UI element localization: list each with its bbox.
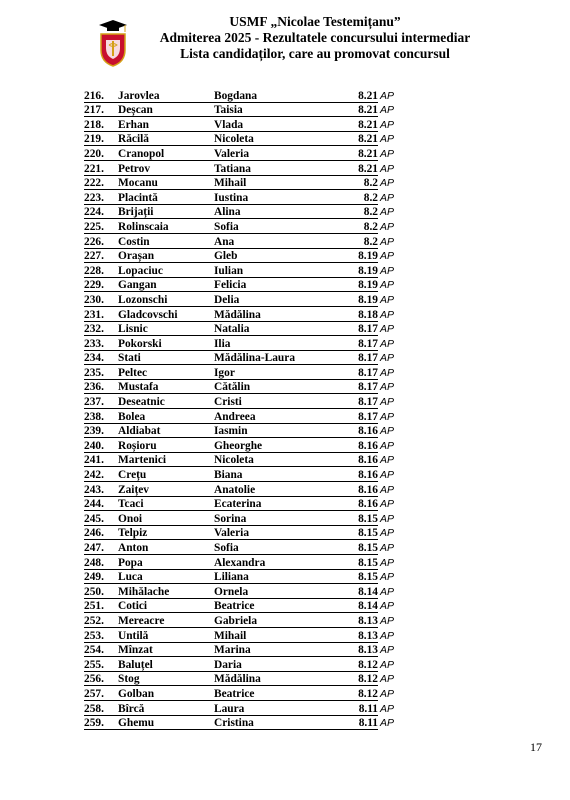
last-name: Untilă: [118, 629, 149, 642]
status: AP: [380, 133, 395, 146]
table-row: [84, 453, 394, 468]
table-row: [84, 599, 394, 614]
results-table: [84, 88, 394, 730]
score: 8.15: [358, 556, 378, 569]
table-row: [84, 686, 394, 701]
last-name: Gangan: [118, 279, 157, 292]
score: 8.2: [363, 235, 378, 248]
first-name: Cristina: [214, 717, 254, 730]
table-row: [84, 219, 394, 234]
score: 8.17: [358, 396, 378, 409]
score: 8.2: [363, 206, 378, 219]
status: AP: [380, 410, 395, 423]
status: AP: [380, 498, 395, 511]
page-number: 17: [530, 740, 542, 754]
score: 8.2: [363, 191, 378, 204]
table-row: [84, 438, 394, 453]
last-name: Luca: [118, 571, 143, 584]
row-number: 255.: [84, 658, 104, 671]
last-name: Golban: [118, 687, 155, 700]
table-row: [84, 555, 394, 570]
first-name: Biana: [214, 469, 243, 482]
row-divider: [84, 729, 378, 730]
status: AP: [380, 542, 395, 554]
table-row: [84, 205, 394, 220]
row-number: 229.: [84, 279, 104, 292]
row-number: 235.: [84, 366, 104, 379]
row-number: 219.: [84, 133, 104, 146]
score: 8.16: [358, 469, 378, 482]
last-name: Costin: [118, 235, 150, 248]
first-name: Ana: [214, 235, 235, 248]
table-row: [84, 613, 394, 628]
table-row: [84, 307, 394, 322]
list-title: Lista candidaților, care au promovat concursul: [180, 46, 450, 61]
score: 8.18: [358, 308, 378, 321]
status: AP: [380, 483, 395, 496]
last-name: Peltec: [118, 366, 148, 379]
last-name: Petrov: [118, 162, 151, 175]
table-row: [84, 497, 394, 512]
table-row: [84, 716, 394, 731]
last-name: Anton: [118, 542, 149, 554]
status: AP: [380, 293, 395, 306]
row-number: 231.: [84, 308, 104, 321]
last-name: Gladcovschi: [118, 308, 178, 321]
first-name: Iulian: [214, 264, 244, 277]
first-name: Alina: [214, 206, 241, 219]
table-row: [84, 511, 394, 526]
status: AP: [380, 439, 395, 452]
status: AP: [380, 571, 395, 584]
row-number: 246.: [84, 527, 104, 540]
first-name: Anatolie: [214, 483, 256, 496]
table-row: [84, 380, 394, 395]
first-name: Gheorghe: [214, 439, 263, 452]
last-name: Jarovlea: [118, 89, 160, 102]
score: 8.21: [358, 89, 378, 102]
table-row: [84, 351, 394, 366]
first-name: Laura: [214, 702, 245, 715]
score: 8.15: [358, 527, 378, 540]
status: AP: [380, 687, 395, 700]
table-row: [84, 628, 394, 643]
last-name: Orașan: [118, 250, 155, 263]
first-name: Delia: [214, 293, 240, 306]
first-name: Iustina: [214, 191, 249, 204]
row-number: 258.: [84, 702, 104, 715]
first-name: Gabriela: [214, 614, 258, 627]
status: AP: [380, 381, 395, 394]
table-row: [84, 570, 394, 585]
status: AP: [380, 585, 395, 598]
score: 8.12: [358, 673, 378, 686]
row-number: 217.: [84, 104, 104, 117]
row-number: 220.: [84, 147, 104, 160]
score: 8.17: [358, 323, 378, 336]
row-number: 256.: [84, 673, 104, 686]
row-number: 257.: [84, 687, 104, 700]
score: 8.17: [358, 352, 378, 365]
status: AP: [380, 396, 395, 409]
score: 8.21: [358, 133, 378, 146]
status: AP: [380, 512, 395, 525]
score: 8.14: [358, 600, 378, 613]
last-name: Lisnic: [118, 323, 148, 336]
status: AP: [380, 702, 395, 715]
last-name: Telpiz: [118, 527, 148, 540]
table-row: [84, 263, 394, 278]
last-name: Popa: [118, 556, 143, 569]
score: 8.14: [358, 585, 378, 598]
table-row: [84, 643, 394, 658]
score: 8.17: [358, 381, 378, 394]
score: 8.16: [358, 425, 378, 438]
row-number: 239.: [84, 425, 104, 438]
table-row: [84, 584, 394, 599]
last-name: Stog: [118, 673, 140, 686]
row-number: 234.: [84, 352, 104, 365]
first-name: Sofia: [214, 542, 239, 554]
table-row: [84, 424, 394, 439]
first-name: Alexandra: [214, 556, 266, 569]
last-name: Aldiabat: [118, 425, 161, 438]
row-number: 230.: [84, 293, 104, 306]
score: 8.12: [358, 658, 378, 671]
row-number: 252.: [84, 614, 104, 627]
row-number: 223.: [84, 191, 104, 204]
status: AP: [380, 279, 395, 292]
row-number: 247.: [84, 542, 104, 554]
score: 8.19: [358, 293, 378, 306]
status: AP: [380, 162, 395, 175]
first-name: Beatrice: [214, 687, 255, 700]
status: AP: [380, 323, 395, 336]
score: 8.13: [358, 644, 378, 657]
status: AP: [380, 673, 395, 686]
status: AP: [380, 250, 395, 263]
table-row: [84, 88, 394, 103]
table-row: [84, 540, 394, 555]
last-name: Zaițev: [118, 483, 150, 496]
table-row: [84, 117, 394, 132]
status: AP: [380, 425, 395, 438]
status: AP: [380, 454, 395, 467]
last-name: Mînzat: [118, 644, 153, 657]
last-name: Erhan: [118, 118, 150, 131]
first-name: Gleb: [214, 250, 238, 263]
table-row: [84, 161, 394, 176]
first-name: Sofia: [214, 220, 239, 233]
score: 8.13: [358, 629, 378, 642]
row-number: 244.: [84, 498, 104, 511]
last-name: Stati: [118, 352, 141, 365]
first-name: Vlada: [214, 118, 244, 131]
score: 8.12: [358, 687, 378, 700]
table-row: [84, 190, 394, 205]
row-number: 225.: [84, 220, 104, 233]
status: AP: [380, 469, 395, 482]
table-row: [84, 146, 394, 161]
status: AP: [380, 527, 395, 540]
score: 8.21: [358, 104, 378, 117]
last-name: Răcilă: [118, 133, 150, 146]
first-name: Marina: [214, 644, 251, 657]
last-name: Cranopol: [118, 147, 165, 160]
first-name: Ornela: [214, 585, 249, 598]
score: 8.16: [358, 483, 378, 496]
first-name: Cristi: [214, 396, 242, 409]
status: AP: [380, 352, 395, 365]
last-name: Rolinscaia: [118, 220, 169, 233]
table-row: [84, 249, 394, 264]
first-name: Mădălina: [214, 673, 261, 686]
status: AP: [380, 220, 395, 233]
table-row: [84, 292, 394, 307]
status: AP: [380, 264, 395, 277]
row-number: 254.: [84, 644, 104, 657]
row-number: 238.: [84, 410, 104, 423]
last-name: Roșioru: [118, 439, 157, 452]
status: AP: [380, 614, 395, 627]
table-row: [84, 278, 394, 293]
first-name: Daria: [214, 658, 242, 671]
university-crest-icon: [96, 18, 130, 68]
score: 8.21: [358, 118, 378, 131]
row-number: 227.: [84, 250, 104, 263]
score: 8.2: [363, 177, 378, 190]
row-number: 226.: [84, 235, 104, 248]
status: AP: [380, 206, 395, 219]
score: 8.15: [358, 542, 378, 554]
first-name: Nicoleta: [214, 454, 254, 467]
institution-title: USMF „Nicolae Testemițanu”: [229, 14, 401, 29]
status: AP: [380, 556, 395, 569]
status: AP: [380, 104, 395, 117]
table-row: [84, 409, 394, 424]
last-name: Tcaci: [118, 498, 144, 511]
score: 8.19: [358, 264, 378, 277]
last-name: Deșcan: [118, 104, 153, 117]
row-number: 241.: [84, 454, 104, 467]
score: 8.17: [358, 337, 378, 350]
last-name: Pokorski: [118, 337, 162, 350]
status: AP: [380, 600, 395, 613]
last-name: Mocanu: [118, 177, 158, 190]
table-row: [84, 176, 394, 191]
first-name: Natalia: [214, 323, 250, 336]
status: AP: [380, 629, 395, 642]
row-number: 248.: [84, 556, 104, 569]
first-name: Cătălin: [214, 381, 251, 394]
last-name: Brijații: [118, 206, 154, 219]
first-name: Bogdana: [214, 89, 258, 102]
row-number: 222.: [84, 177, 104, 190]
row-number: 233.: [84, 337, 104, 350]
last-name: Deseatnic: [118, 396, 165, 409]
last-name: Bîrcă: [118, 702, 145, 715]
admission-title: Admiterea 2025 - Rezultatele concursului intermediar: [159, 30, 471, 45]
row-number: 251.: [84, 600, 104, 613]
score: 8.11: [358, 702, 378, 715]
row-number: 228.: [84, 264, 104, 277]
table-row: [84, 322, 394, 337]
score: 8.16: [358, 454, 378, 467]
table-row: [84, 234, 394, 249]
first-name: Beatrice: [214, 600, 255, 613]
status: AP: [380, 366, 395, 379]
first-name: Felicia: [214, 279, 247, 292]
row-number: 236.: [84, 381, 104, 394]
score: 8.16: [358, 498, 378, 511]
document-title-block: [150, 14, 480, 62]
first-name: Sorina: [214, 512, 247, 525]
score: 8.16: [358, 439, 378, 452]
last-name: Crețu: [118, 469, 147, 482]
first-name: Igor: [214, 366, 235, 379]
status: AP: [380, 191, 395, 204]
table-row: [84, 672, 394, 687]
score: 8.17: [358, 366, 378, 379]
first-name: Taisia: [214, 104, 243, 117]
score: 8.15: [358, 571, 378, 584]
row-number: 224.: [84, 206, 104, 219]
first-name: Ilia: [214, 337, 231, 350]
score: 8.19: [358, 250, 378, 263]
score: 8.21: [358, 162, 378, 175]
row-number: 253.: [84, 629, 104, 642]
score: 8.2: [363, 220, 378, 233]
table-row: [84, 103, 394, 118]
score: 8.17: [358, 410, 378, 423]
table-row: [84, 701, 394, 716]
table-row: [84, 394, 394, 409]
table-row: [84, 526, 394, 541]
first-name: Mădălina-Laura: [214, 352, 296, 365]
first-name: Mădălina: [214, 308, 261, 321]
row-number: 218.: [84, 118, 104, 131]
first-name: Valeria: [214, 147, 250, 160]
first-name: Andreea: [214, 410, 256, 423]
status: AP: [380, 89, 395, 102]
status: AP: [380, 147, 395, 160]
row-number: 249.: [84, 571, 104, 584]
row-number: 242.: [84, 469, 104, 482]
first-name: Tatiana: [214, 162, 251, 175]
row-number: 240.: [84, 439, 104, 452]
last-name: Lozonschi: [118, 293, 168, 306]
status: AP: [380, 308, 395, 321]
status: AP: [380, 118, 395, 131]
last-name: Onoi: [118, 512, 143, 525]
row-number: 221.: [84, 162, 104, 175]
row-number: 250.: [84, 585, 104, 598]
last-name: Mereacre: [118, 614, 165, 627]
status: AP: [380, 337, 395, 350]
status: AP: [380, 177, 395, 190]
table-row: [84, 365, 394, 380]
last-name: Mustafa: [118, 381, 159, 394]
score: 8.13: [358, 614, 378, 627]
table-row: [84, 336, 394, 351]
first-name: Valeria: [214, 527, 250, 540]
status: AP: [380, 717, 395, 730]
table-row: [84, 132, 394, 147]
row-number: 232.: [84, 323, 104, 336]
first-name: Ecaterina: [214, 498, 262, 511]
first-name: Liliana: [214, 571, 249, 584]
last-name: Martenici: [118, 454, 167, 467]
status: AP: [380, 644, 395, 657]
score: 8.21: [358, 147, 378, 160]
score: 8.15: [358, 512, 378, 525]
first-name: Nicoleta: [214, 133, 254, 146]
last-name: Baluțel: [118, 658, 153, 671]
score: 8.19: [358, 279, 378, 292]
status: AP: [380, 658, 395, 671]
status: AP: [380, 235, 395, 248]
first-name: Iasmin: [214, 425, 248, 438]
last-name: Ghemu: [118, 717, 155, 730]
row-number: 245.: [84, 512, 104, 525]
last-name: Lopaciuc: [118, 264, 163, 277]
row-number: 216.: [84, 89, 104, 102]
table-row: [84, 467, 394, 482]
last-name: Placintă: [118, 191, 158, 204]
last-name: Bolea: [118, 410, 146, 423]
first-name: Mihail: [214, 177, 247, 190]
row-number: 259.: [84, 717, 104, 730]
row-number: 237.: [84, 396, 104, 409]
last-name: Cotici: [118, 600, 148, 613]
first-name: Mihail: [214, 629, 247, 642]
score: 8.11: [358, 717, 378, 730]
table-row: [84, 482, 394, 497]
last-name: Mihălache: [118, 585, 170, 598]
row-number: 243.: [84, 483, 104, 496]
table-row: [84, 657, 394, 672]
